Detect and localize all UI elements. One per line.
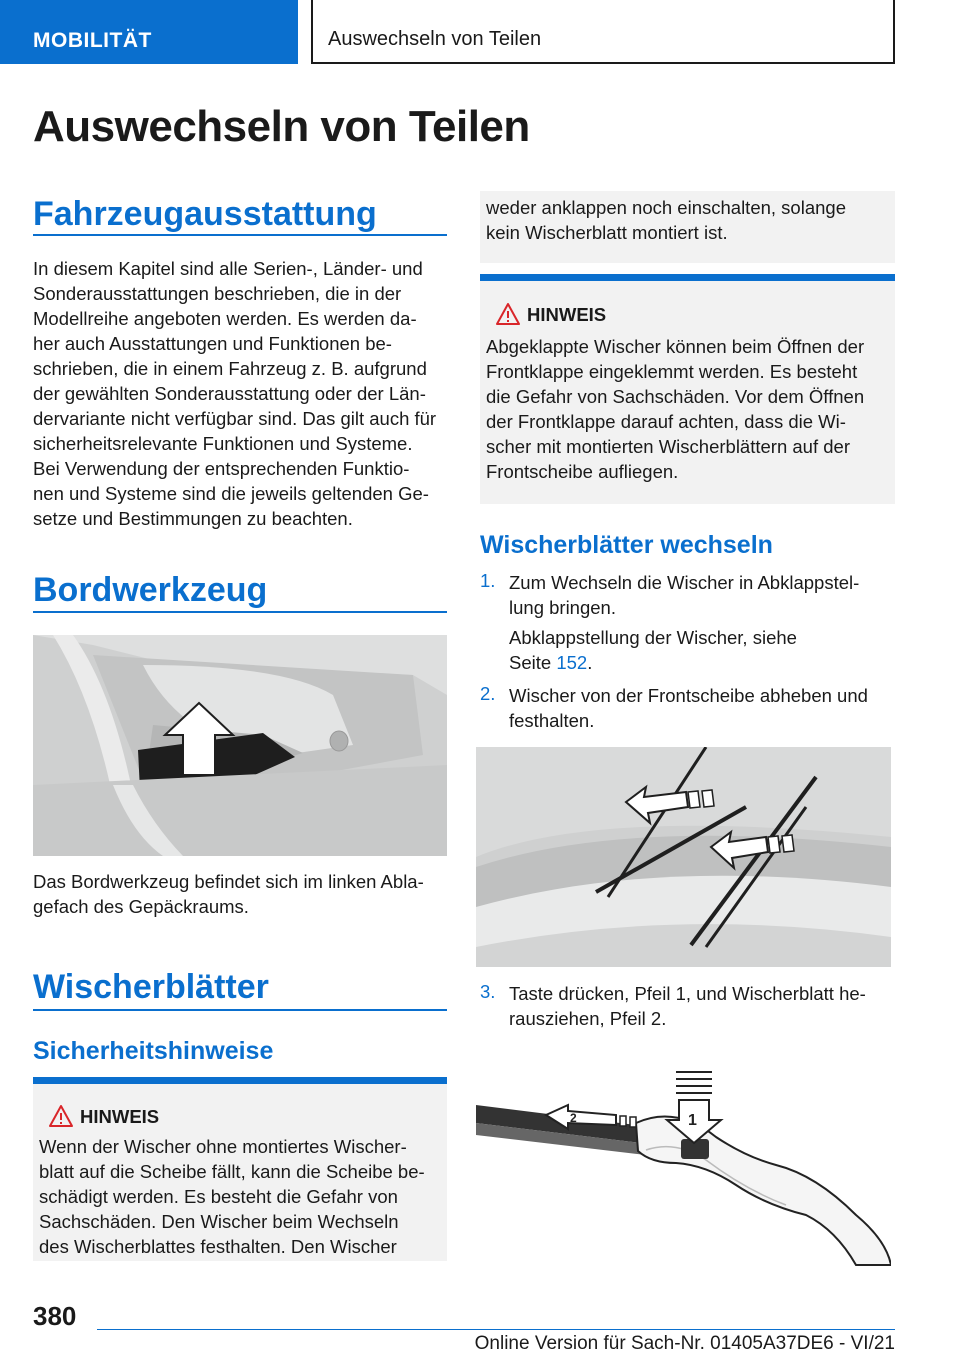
warning-triangle-icon <box>495 302 521 326</box>
step-text: Wischer von der Frontscheibe abheben und festhalten. <box>509 685 868 731</box>
callout-2: 2 <box>570 1111 577 1125</box>
warning-triangle-icon <box>48 1104 74 1128</box>
heading-rule <box>33 234 447 236</box>
note-text: Abgeklappte Wischer können beim Öffnen der Frontklappe eingeklemmt werden. Es besteht die Gefahr von Sachschäden. Vor dem Öffnen der Frontklappe darauf achten, dass die Wi- scher mit montierten Wischerblättern auf der Frontscheibe aufliegen. <box>486 336 865 482</box>
footer-version: Online Version für Sach-Nr. 01405A37DE6 - VI/21 <box>474 1333 895 1354</box>
step-text: Taste drücken, Pfeil 1, und Wischerblatt he- rausziehen, Pfeil 2. <box>509 983 866 1029</box>
step-text: Zum Wechseln die Wischer in Abklappstel- lung bringen. <box>509 572 860 618</box>
heading-wischerblaetter: Wischerblätter <box>33 968 269 1006</box>
heading-fahrzeugausstattung: Fahrzeugausstattung <box>33 195 377 233</box>
step-number: 1. <box>480 570 496 591</box>
wiper-blade-release-illustration <box>476 1065 891 1267</box>
trunk-compartment-illustration <box>33 635 447 856</box>
note-text: Wenn der Wischer ohne montiertes Wischer- blatt auf die Scheibe fällt, kann die Scheibe be- schädigt werden. Es besteht die Gefahr von Sachschäden. Den Wischer beim Wechseln des Wischerblattes festhalten. Den Wischer <box>39 1136 425 1257</box>
page-number: 380 <box>33 1301 77 1331</box>
footer-rule <box>97 1329 895 1330</box>
heading-bordwerkzeug: Bordwerkzeug <box>33 571 268 609</box>
heading-rule <box>33 1009 447 1011</box>
page-reference-link[interactable]: 152 <box>556 652 588 673</box>
step-number: 3. <box>480 981 496 1002</box>
warning-note-continued <box>480 191 895 263</box>
heading-sicherheitshinweise: Sicherheitshinweise <box>33 1037 274 1065</box>
section-tab: MOBILITÄT <box>0 0 298 64</box>
note-bar <box>33 1077 447 1084</box>
warning-note <box>480 274 895 504</box>
note-bar <box>480 274 895 281</box>
heading-wischerblaetter-wechseln: Wischerblätter wechseln <box>480 531 773 559</box>
step-detail: Abklappstellung der Wischer, siehe Seite 152. <box>509 627 797 673</box>
note-label: HINWEIS <box>527 304 607 325</box>
page-title: Auswechseln von Teilen <box>33 102 530 151</box>
callout-1: 1 <box>688 1112 697 1129</box>
bordwerkzeug-caption: Das Bordwerkzeug befindet sich im linken Abla- gefach des Gepäckraums. <box>33 871 424 917</box>
wiper-lift-illustration <box>476 747 891 967</box>
fahrzeugausstattung-text: In diesem Kapitel sind alle Serien-, Länder- und Sonderausstattungen beschrieben, die in der Modellreihe angeboten werden. Es werden da- her auch Ausstattungen und Funktionen be- schrieben, die in einem Fahrzeug z. B. aufgrund der gewählten Sonderausstattung oder der Län- dervariante nicht verfügbar sind. Das gilt auch für sicherheitsrelevante Funktionen und Systeme. Bei Verwendung der entsprechenden Funktio- nen und Systeme sind die jeweils geltenden Ge- setze und Bestimmungen zu beachten. <box>33 258 437 529</box>
heading-rule <box>33 611 447 613</box>
note-text: weder anklappen noch einschalten, solange kein Wischerblatt montiert ist. <box>486 197 846 243</box>
note-label: HINWEIS <box>80 1106 160 1127</box>
warning-note <box>33 1077 447 1261</box>
chapter-header: Auswechseln von Teilen <box>311 0 895 64</box>
step-number: 2. <box>480 683 496 704</box>
